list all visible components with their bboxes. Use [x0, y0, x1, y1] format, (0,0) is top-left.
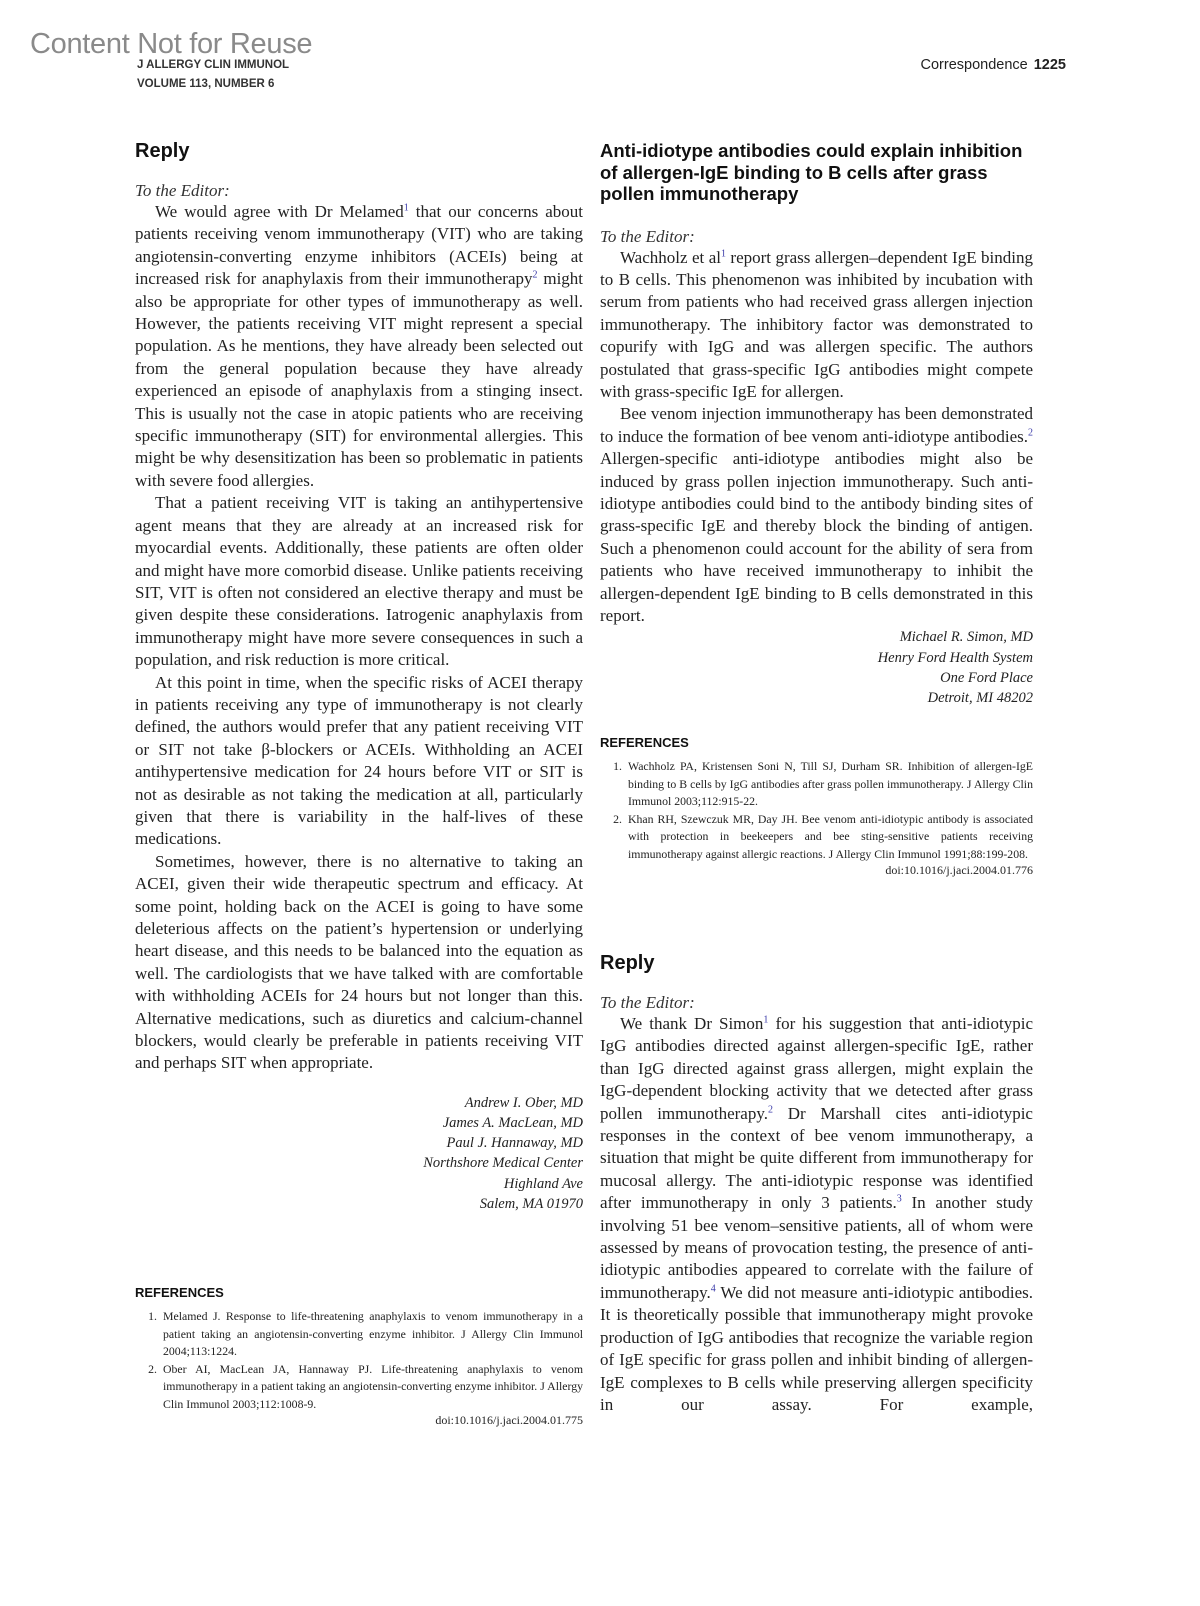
- citation-superscript[interactable]: 2: [1028, 427, 1033, 439]
- paragraph: [600, 247, 1033, 404]
- reference-number: 1.: [613, 759, 622, 774]
- page-header: [921, 57, 1066, 73]
- volume-number: VOLUME 113, NUMBER 6: [137, 78, 275, 90]
- signature-block: [135, 1093, 583, 1214]
- page-number: 1225: [1033, 57, 1066, 73]
- paragraph-text: for his suggestion that anti-idiotypic IgG antibodies directed against allergen-specific IgE, rather than IgG directed against grass allergen, might explain the IgG-dependent blocking activity that we detected after grass pollen immunotherapy.: [600, 1014, 1034, 1123]
- running-head: [137, 56, 289, 94]
- reference-text: Melamed J. Response to life-threatening anaphylaxis to venom immunotherapy in a patient taking an angiotensin-converting enzyme inhibitor. J Allergy Clin Immunol 2004;113:1224.: [163, 1309, 583, 1358]
- citation-superscript[interactable]: 3: [896, 1193, 902, 1205]
- doi: doi:10.1016/j.jaci.2004.01.775: [435, 1413, 583, 1427]
- signature-line: Paul J. Hannaway, MD: [446, 1135, 583, 1152]
- citation-superscript[interactable]: 1: [403, 202, 409, 214]
- journal-name: J ALLERGY CLIN IMMUNOL: [137, 59, 290, 71]
- letter-body: [600, 247, 1033, 628]
- watermark: Content Not for Reuse: [30, 28, 313, 60]
- citation-superscript[interactable]: 2: [532, 269, 538, 281]
- reference-item: [135, 1308, 583, 1361]
- paragraph: [135, 672, 583, 851]
- signature-line: Salem, MA 01970: [479, 1195, 583, 1212]
- paragraph-text: report grass allergen–dependent IgE binding to B cells. This phenomenon was inhibited by incubation with serum from patients who had received grass allergen injection immunotherapy. The inhibitory factor was demonstrated to copurify with IgG and was allergen specific. The authors postulated that grass-specific IgG antibodies might compete with grass-specific IgE for allergen.: [600, 247, 1033, 401]
- paragraph-text: At this point in time, when the specific risks of ACEI therapy in patients receiving any type of immunotherapy is not clearly defined, the authors would prefer that any patient receiving VIT or SIT not take β-blockers or ACEIs. Withholding an ACEI antihypertensive medication for 24 hours before VIT or SIT is not as desirable as not taking the medication at all, particularly given that there is variability in the half-lives of these medications.: [135, 672, 583, 849]
- doi: doi:10.1016/j.jaci.2004.01.776: [885, 863, 1033, 878]
- signature-line: James A. MacLean, MD: [442, 1115, 583, 1132]
- reply-heading: Reply: [600, 952, 655, 974]
- signature-line: Henry Ford Health System: [877, 649, 1033, 666]
- signature-line: Detroit, MI 48202: [927, 690, 1033, 707]
- signature-line: Northshore Medical Center: [423, 1155, 583, 1172]
- reference-number: 2.: [148, 1361, 157, 1376]
- paragraph: [600, 1013, 1033, 1416]
- paragraph: [135, 492, 583, 671]
- references-heading: REFERENCES: [600, 735, 689, 751]
- paragraph-text: That a patient receiving VIT is taking an antihypertensive agent means that they are already at an increased risk for myocardial events. Additionally, these patients are often older and might have more comorbid disease. Unlike patients receiving SIT, VIT is often not considered an elective therapy and must be given despite these considerations. Iatrogenic anaphylaxis from immunotherapy might have more severe consequences in such a population, and risk reduction is more critical.: [135, 493, 583, 670]
- signature-line: Highland Ave: [503, 1175, 583, 1192]
- salutation: To the Editor:: [135, 181, 230, 200]
- citation-superscript[interactable]: 2: [768, 1103, 773, 1115]
- section-name: Correspondence: [920, 57, 1028, 73]
- paragraph-text: We would agree with Dr Melamed: [155, 202, 404, 221]
- signature-line: Andrew I. Ober, MD: [464, 1094, 583, 1111]
- reference-item: [600, 811, 1033, 864]
- paragraph: [135, 201, 583, 492]
- reference-text: Wachholz PA, Kristensen Soni N, Till SJ, Durham SR. Inhibition of allergen-IgE binding to B cells by IgG antibodies after grass pollen immunotherapy. J Allergy Clin Immunol 2003;112:915-22.: [628, 759, 1033, 809]
- references-list: [135, 1308, 583, 1413]
- left-references: [135, 1285, 583, 1428]
- paragraph-text: In another study involving 51 bee venom–sensitive patients, all of whom were assessed by means of provocation testing, the presence of anti-idiotypic antibodies appeared to correlate with the failure of immunotherapy.: [600, 1193, 1033, 1302]
- left-column: [135, 140, 583, 1214]
- salutation: To the Editor:: [600, 993, 695, 1012]
- paragraph-text: might also be appropriate for other types of immunotherapy as well. However, the patients receiving VIT might represent a special population. As he mentions, they have already been selected out from the general population because they have already experienced an episode of anaphylaxis from a stinging insect. This is usually not the case in atopic patients who are receiving specific immunotherapy (SIT) for environmental allergies. This might be why desensitization has been so problematic in patients with severe food allergies.: [135, 269, 584, 490]
- paragraph-text: that our concerns about patients receiving venom immunotherapy (VIT) who are taking angiotensin-converting enzyme inhibitors (ACEIs) being at increased risk for anaphylaxis from their immunotherapy: [135, 202, 583, 289]
- letter-body: [600, 1013, 1033, 1416]
- paragraph-text: We thank Dr Simon: [620, 1014, 764, 1033]
- reference-text: Ober AI, MacLean JA, Hannaway PJ. Life-threatening anaphylaxis to venom immunotherapy in a patient taking an angiotensin-converting enzyme inhibitor. J Allergy Clin Immunol 2003;112:1008-9.: [163, 1361, 583, 1411]
- signature-block: [600, 627, 1033, 708]
- paragraph-text: Bee venom injection immunotherapy has been demonstrated to induce the formation of bee venom anti-idiotype antibodies.: [600, 404, 1033, 446]
- citation-superscript[interactable]: 1: [763, 1014, 769, 1026]
- reference-number: 1.: [148, 1309, 157, 1323]
- paragraph-text: We did not measure anti-idiotypic antibodies. It is theoretically possible that immunotherapy might provoke production of IgG antibodies that recognize the variable region of IgE specific for grass pollen and inhibit binding of allergen-IgE complexes to B cells while preserving allergen specificity in our assay. For example,: [600, 1282, 1033, 1414]
- references-heading: REFERENCES: [135, 1285, 224, 1300]
- paragraph: [135, 851, 583, 1075]
- right-column: [600, 140, 1033, 878]
- reference-item: [600, 758, 1033, 811]
- signature-line: One Ford Place: [940, 669, 1033, 686]
- citation-superscript[interactable]: 1: [720, 247, 726, 259]
- reply-heading: Reply: [135, 140, 190, 162]
- letter-body: [135, 201, 583, 1075]
- citation-superscript[interactable]: 4: [710, 1283, 716, 1295]
- paragraph-text: Sometimes, however, there is no alternative to taking an ACEI, given their wide therapeutic spectrum and efficacy. At some point, holding back on the ACEI is going to have some deleterious affects on the patient’s hypertension or underlying heart disease, and this needs to be balanced into the equation as well. The cardiologists that we have talked with are comfortable with withholding ACEIs for 24 hours but not longer than this. Alternative medications, such as diuretics and calcium-channel blockers, would clearly be preferable in patients receiving VIT and perhaps SIT when appropriate.: [135, 851, 583, 1073]
- paragraph-text: Wachholz et al: [620, 247, 721, 267]
- reference-number: 2.: [613, 811, 622, 826]
- paragraph-text: Dr Marshall cites anti-idiotypic responses in the context of bee venom immunotherapy, a situation that might be quite different from immunotherapy for mucosal allergy. The anti-idiotypic response was identified after immunotherapy in only 3 patients.: [600, 1103, 1033, 1213]
- article-title: Anti-idiotype antibodies could explain inhibition of allergen-IgE binding to B cells after grass pollen immunotherapy: [600, 140, 1023, 204]
- reference-item: [135, 1361, 583, 1414]
- paragraph-text: Allergen-specific anti-idiotype antibodies might also be induced by grass pollen injection immunotherapy. Such anti-idiotype antibodies could bind to the antibody binding sites of grass-specific IgE and thereby block the binding of antigen. Such a phenomenon could account for the ability of sera from patients who have received immunotherapy to inhibit the allergen-dependent IgE binding to B cells demonstrated in this report.: [600, 449, 1033, 625]
- references-list: [600, 758, 1033, 863]
- reference-text: Khan RH, Szewczuk MR, Day JH. Bee venom anti-idiotypic antibody is associated with protection in beekeepers and bee sting-sensitive patients receiving immunotherapy against allergic reactions. J Allergy Clin Immunol 1991;88:199-208.: [628, 811, 1033, 861]
- paragraph: [600, 403, 1033, 627]
- reply-section: [600, 952, 1033, 1416]
- signature-line: Michael R. Simon, MD: [899, 629, 1033, 646]
- salutation: To the Editor:: [600, 226, 695, 246]
